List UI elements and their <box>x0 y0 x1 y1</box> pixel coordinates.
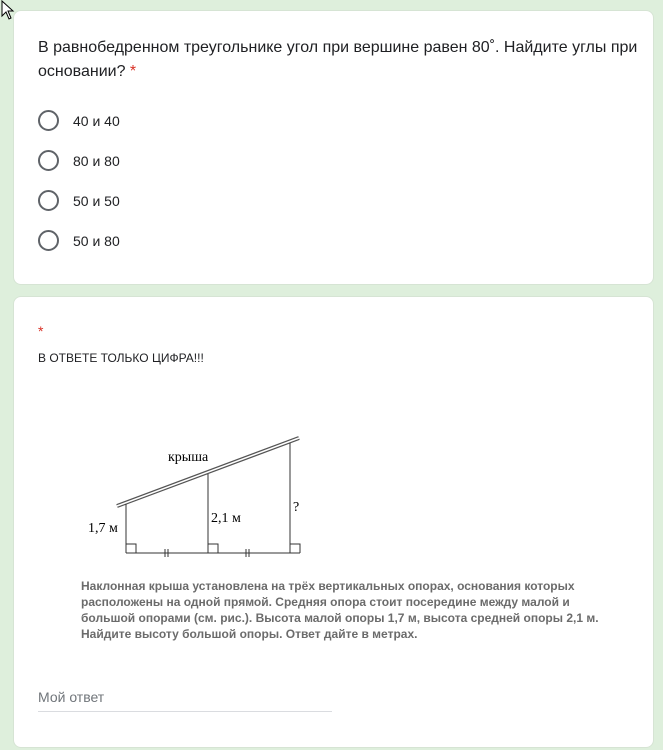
required-mark: * <box>129 63 137 80</box>
big-pole-label: ? <box>293 500 300 515</box>
radio-icon[interactable] <box>38 110 59 131</box>
option-3[interactable] <box>38 190 120 211</box>
roof-label: крыша <box>168 450 209 465</box>
option-label: 50 и 50 <box>73 192 120 209</box>
option-2[interactable] <box>38 150 120 171</box>
question-card-1 <box>13 10 654 285</box>
question-title: В равнобедренном треугольнике угол при вершине равен 80˚. Найдите углы при основании? * <box>38 39 638 80</box>
radio-icon[interactable] <box>38 230 59 251</box>
radio-icon[interactable] <box>38 150 59 171</box>
middle-pole-label: 2,1 м <box>211 511 241 526</box>
answer-input[interactable]: Мой ответ <box>38 689 332 712</box>
option-4[interactable] <box>38 230 120 251</box>
question-card-2 <box>13 296 654 748</box>
radio-icon[interactable] <box>38 190 59 211</box>
option-label: 50 и 80 <box>73 232 120 249</box>
problem-text: Наклонная крыша установлена на трёх вертикальных опорах, основания которых расположены на одной прямой. Средняя опора стоит посередине между малой и большой опорами (см. рис.). Высота малой опоры 1,7 м, высота средней опоры 2,1 м. Найдите высоту большой опоры. Ответ дайте в метрах. <box>81 579 599 641</box>
question-description: В ОТВЕТЕ ТОЛЬКО ЦИФРА!!! <box>38 351 204 365</box>
required-mark: * <box>38 323 44 339</box>
roof-diagram <box>74 422 314 562</box>
option-1[interactable] <box>38 110 120 131</box>
small-pole-label: 1,7 м <box>88 521 118 536</box>
option-label: 40 и 40 <box>73 112 120 129</box>
option-label: 80 и 80 <box>73 152 120 169</box>
